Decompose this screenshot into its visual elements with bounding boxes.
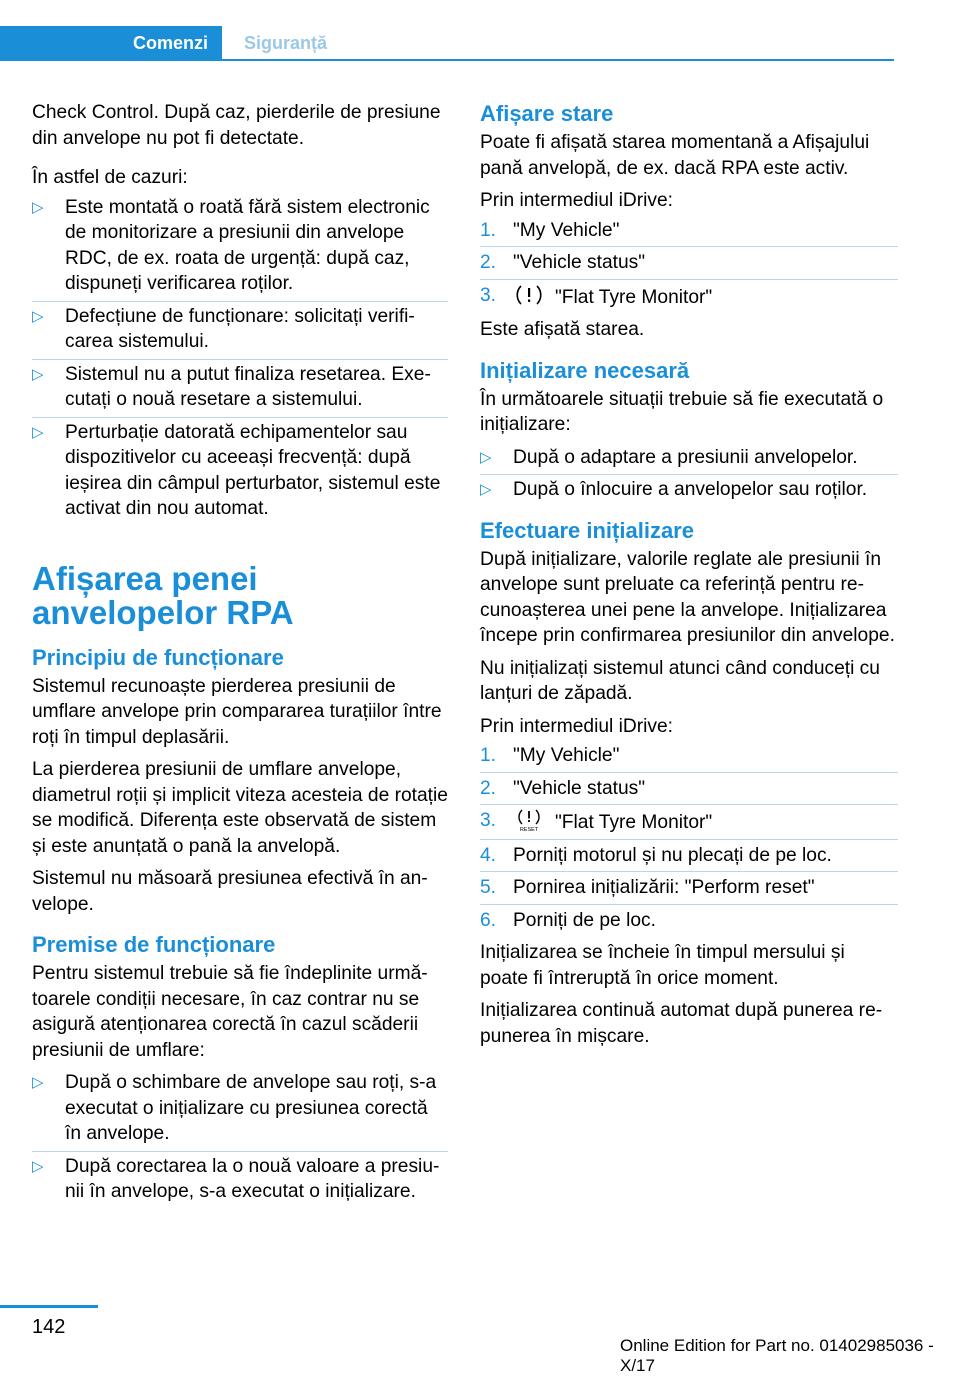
init-heading: Inițializare necesară [480,357,690,383]
init-paragraph: În următoarele situații trebuie să fie executată o inițializare: [480,388,884,435]
list-item: 3. "Flat Tyre Monitor" [480,284,713,308]
list-item: 2. "Vehicle status" [480,776,898,802]
list-item: 2. "Vehicle status" [480,250,898,276]
exec-paragraph-3: Inițializarea se încheie în timpul mersului și poate fi întreruptă în orice moment. [480,942,845,989]
tab-siguranta[interactable]: Siguranță [244,32,328,53]
header-tabs [0,26,894,60]
exec-heading: Efectuare inițializare [480,517,694,543]
edition-text: Online Edition for Part no. 01402985036 - X/17 [620,1336,934,1375]
list-item: ▷ După o schimbare de anvelope sau roți, s-a executat o inițializare cu presiunea corectă în anvelope. [32,1070,448,1147]
triangle-bullet-icon: ▷ [32,198,44,216]
list-item: 1. "My Vehicle" [480,218,898,244]
triangle-bullet-icon: ▷ [32,365,44,383]
section-title: Afișarea penei anvelopelor RPA [32,559,294,631]
triangle-bullet-icon: ▷ [480,448,492,466]
list-item: 1. "My Vehicle" [480,743,898,769]
status-paragraph: Poate fi afișată starea momentană a Afișajului pană anvelopă, de ex. dacă RPA este activ. [480,132,870,179]
premises-list [32,1070,448,1205]
list-item: ▷ Perturbație datorată echipamentelor sau dispozitivelor cu aceeași frecvență: după ieșirea din câmpul perturbator, sistemul este activat din nou automat. [32,421,441,519]
list-item: ▷ După corectarea la o nouă valoare a presiunii în anvelope, s-a executat o inițializare. [32,1155,440,1202]
svg-text:RESET: RESET [519,827,539,832]
status-steps [480,218,898,311]
intro-paragraph: Check Control. După caz, pierderile de presiune din anvelope nu pot fi detectate. [32,102,441,149]
list-item: ▷ După o adaptare a presiunii anvelopelor. [480,445,898,471]
principle-paragraph-1: Sistemul recunoaște pierderea presiunii de umflare anvelope prin compararea turațiilor între roți în timpul deplasării. [32,675,442,748]
exec-paragraph-1: După inițializare, valorile reglate ale presiunii în anvelope sunt preluate ca referință pentru recunoașterea unei pene la anvelope. Inițializarea începe prin confirmarea presiunilor din anvelope. [480,548,895,646]
list-item: 5. Pornirea inițializării: "Perform reset" [480,875,898,901]
cases-list [32,195,448,522]
principle-paragraph-3: Sistemul nu măsoară presiunea efectivă în anvelope. [32,868,428,915]
page-number: 142 [32,1316,66,1338]
tab-comenzi[interactable]: Comenzi [0,26,222,60]
list-item: 3. RESET "Flat Tyre Monitor" [480,808,898,836]
premises-heading: Premise de funcționare [32,932,276,957]
exec-paragraph-2: Nu inițializați sistemul atunci când conduceți cu lanțuri de zăpadă. [480,657,880,704]
list-item: ▷ După o înlocuire a anvelopelor sau roților. [480,477,898,503]
triangle-bullet-icon: ▷ [480,481,492,498]
triangle-bullet-icon: ▷ [32,423,44,441]
status-result: Este afișată starea. [480,319,645,340]
list-item: 6. Porniți de pe loc. [480,909,656,931]
principle-paragraph-2: La pierderea presiunii de umflare anvelope, diametrul roții și implicit viteza acesteia de rotație se modifică. Diferența este observată de sistem și este anunțată o pană la anvelopă. [32,759,448,857]
header-divider [0,59,894,61]
triangle-bullet-icon: ▷ [32,1074,44,1091]
right-column [480,100,898,1056]
list-item: ▷ Este montată o roată fără sistem electronic de monitorizare a presiunii din anvelope RDC, de ex. roata de urgență: după caz, dispuneți verificarea roților. [32,195,448,297]
exec-steps [480,743,898,933]
triangle-bullet-icon: ▷ [32,1157,44,1175]
cases-label: În astfel de cazuri: [32,167,188,188]
idrive-label-2: Prin intermediul iDrive: [480,715,673,737]
premises-paragraph: Pentru sistemul trebuie să fie îndeplinite următoarele condiții necesare, în caz contrar nu se asigură atenționarea corectă în cazul scăderii presiunii de umflare: [32,963,428,1061]
status-heading: Afișare stare [480,101,614,126]
list-item: 4. Porniți motorul și nu plecați de pe loc. [480,843,898,869]
tyre-reset-icon [515,808,543,832]
footer-rule [0,1305,98,1308]
list-item: ▷ Sistemul nu a putut finaliza resetarea. Executați o nouă resetare a sistemului. [32,362,448,413]
list-item: ▷ Defecțiune de funcționare: solicitați verificarea sistemului. [32,304,448,355]
exec-paragraph-4: Inițializarea continuă automat după punerea repunerea în mișcare. [480,1000,883,1047]
idrive-label: Prin intermediul iDrive: [480,190,673,211]
principle-heading: Principiu de funcționare [32,644,284,670]
tyre-warning-icon [515,283,543,307]
init-list [480,445,898,503]
triangle-bullet-icon: ▷ [32,307,44,325]
left-column [32,100,448,1213]
